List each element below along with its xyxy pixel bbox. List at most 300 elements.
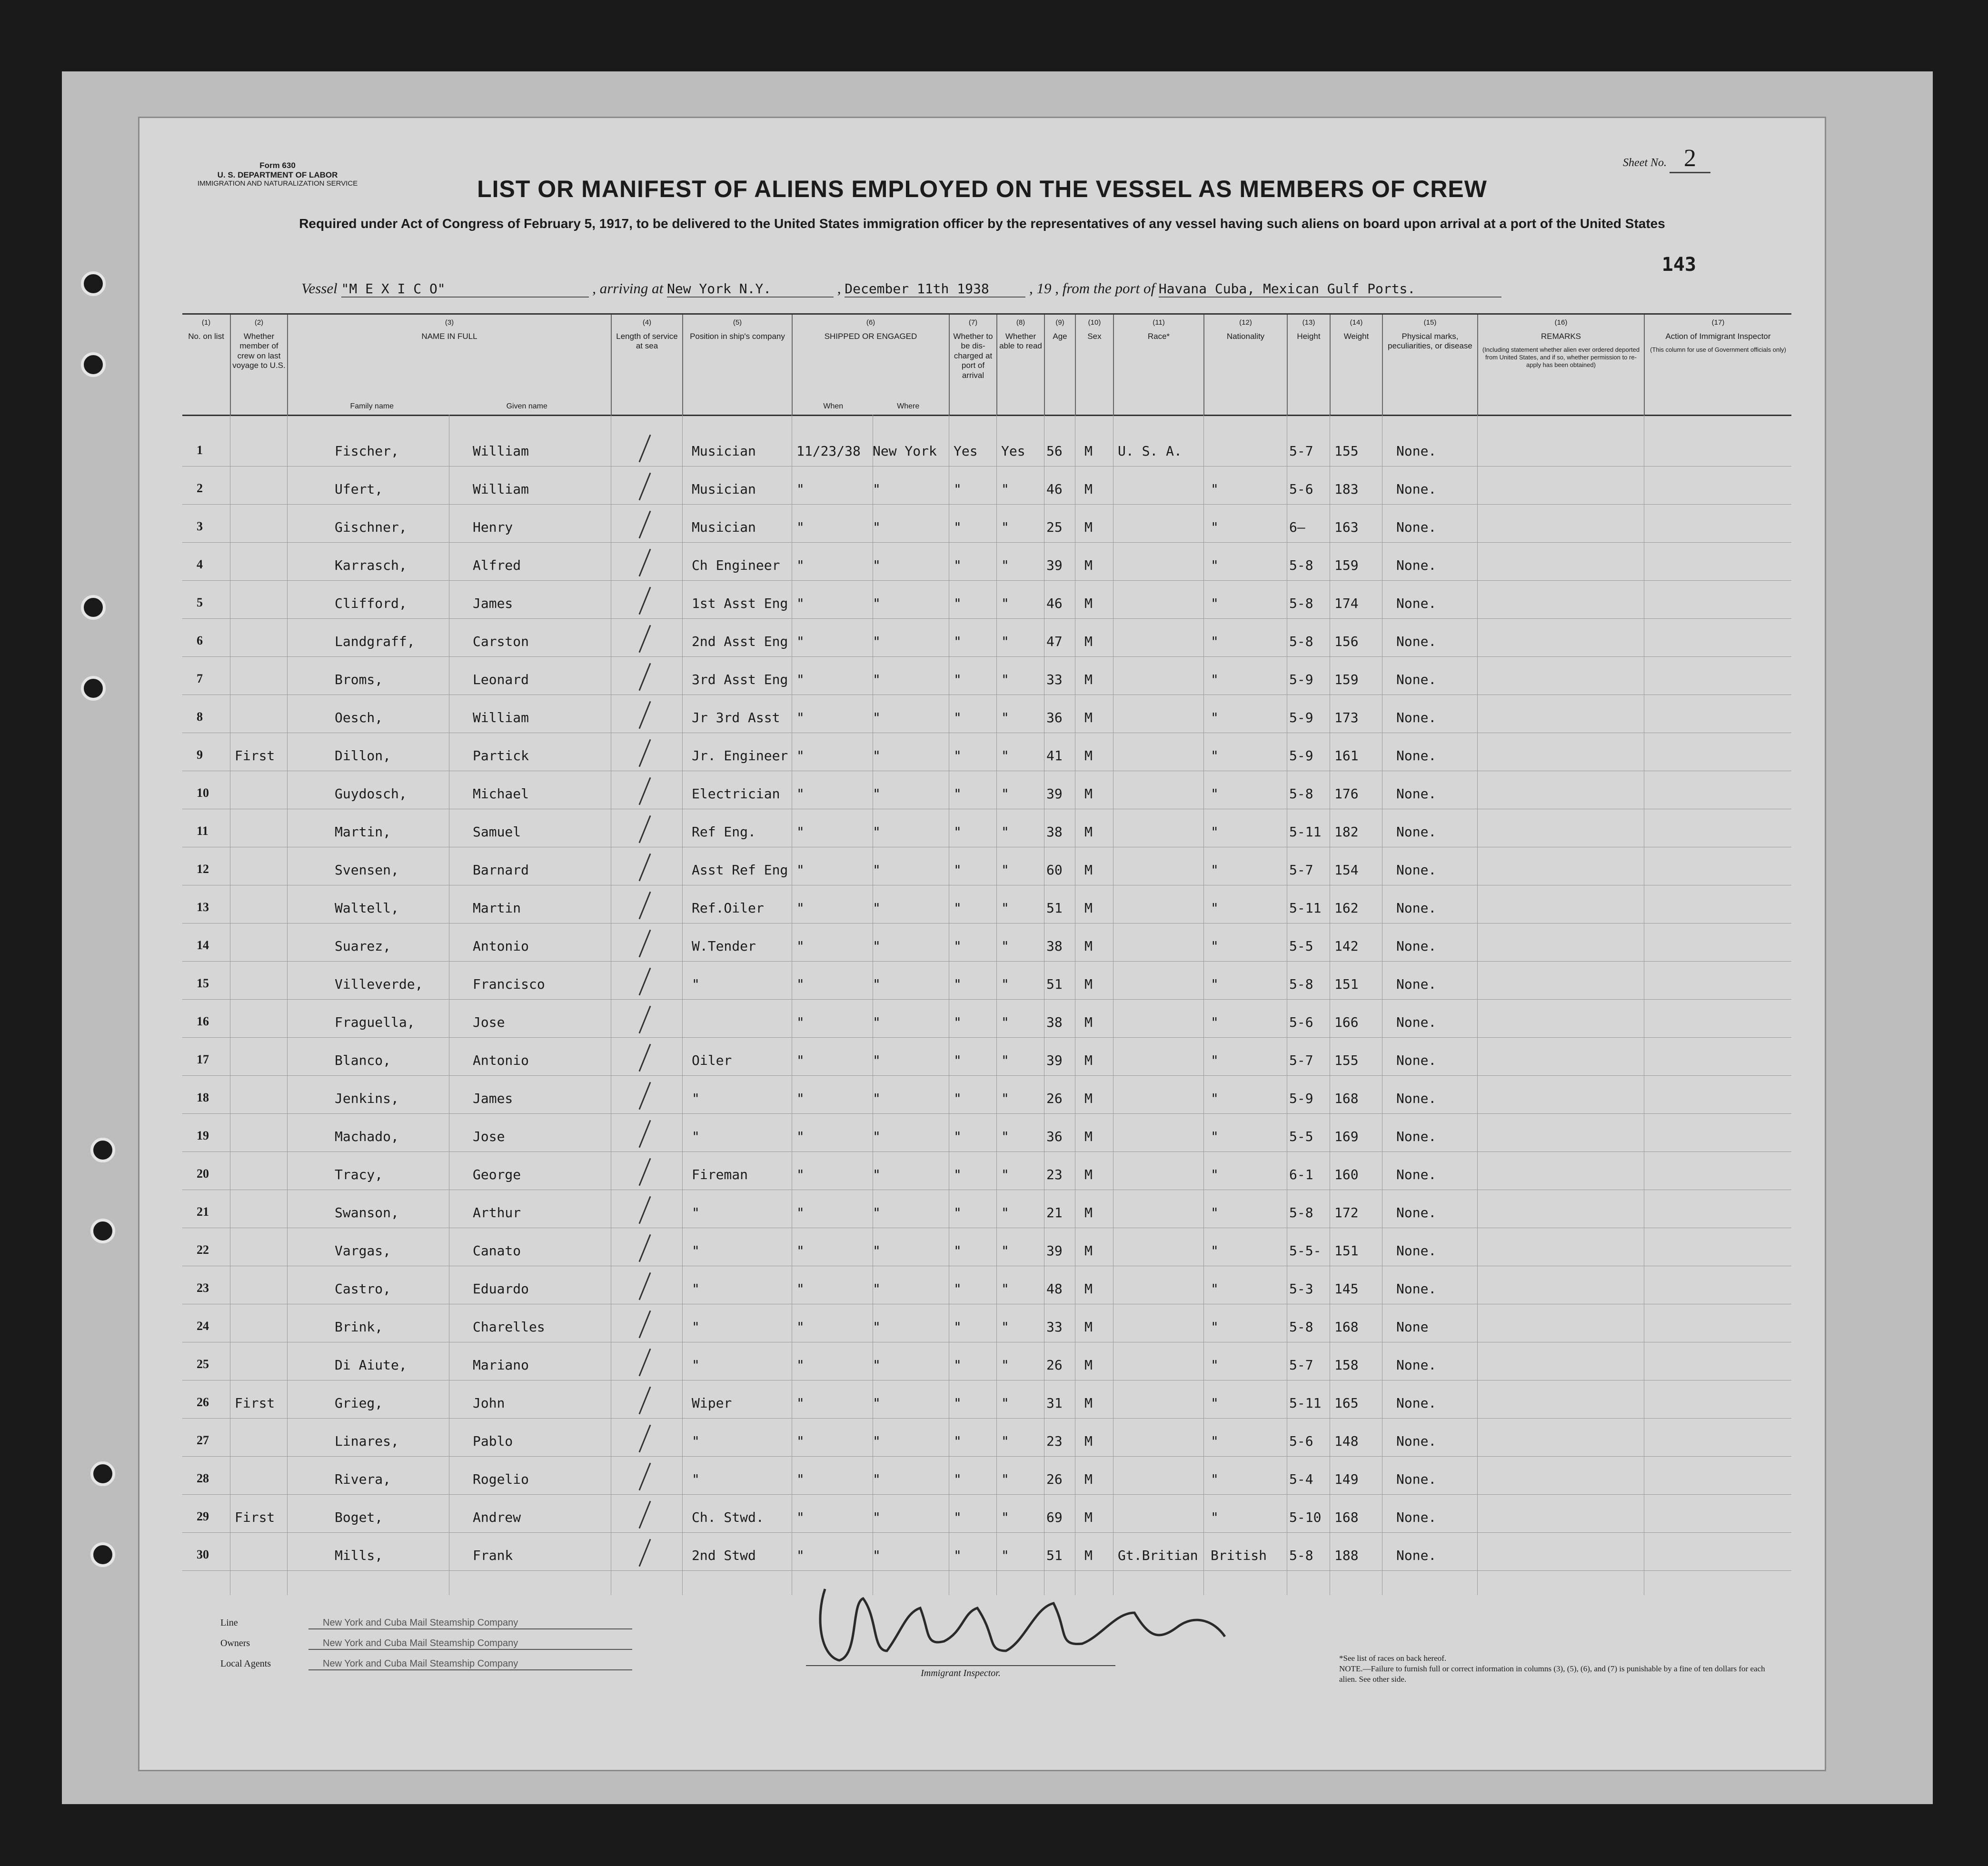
sex-cell: M (1084, 1243, 1093, 1259)
family-name-cell: Boget, (335, 1509, 383, 1525)
nationality-cell: " (1211, 1205, 1219, 1221)
read-cell: " (1001, 1357, 1009, 1373)
comma-sep: , (837, 280, 841, 297)
table-row (182, 1267, 1791, 1304)
age-cell: 48 (1046, 1281, 1063, 1297)
given-name-cell: Martin (473, 900, 521, 916)
given-name-cell: Leonard (473, 672, 529, 687)
from-port-label: , from the port of (1055, 280, 1155, 297)
marks-cell: None (1396, 1319, 1429, 1335)
weight-cell: 161 (1334, 748, 1359, 764)
height-cell: 5-9 (1289, 672, 1313, 687)
discharge-cell: " (954, 1014, 962, 1030)
weight-cell: 159 (1334, 672, 1359, 687)
discharge-cell: " (954, 1433, 962, 1449)
nationality-cell: " (1211, 557, 1219, 573)
nationality-cell: " (1211, 1129, 1219, 1144)
sex-cell: M (1084, 1357, 1093, 1373)
discharge-cell: " (954, 976, 962, 992)
sex-cell: M (1084, 672, 1093, 687)
service-check-mark (638, 892, 651, 920)
sheet-number (1623, 144, 1710, 172)
last-voyage-cell: First (235, 1509, 275, 1525)
shipped-where-cell: " (873, 1471, 881, 1487)
discharge-cell: " (954, 1281, 962, 1297)
age-cell: 41 (1046, 748, 1063, 764)
last-voyage-cell: First (235, 1395, 275, 1411)
punch-hole (90, 1461, 115, 1486)
marks-cell: None. (1396, 557, 1437, 573)
vessel-name: "M E X I C O" (341, 281, 589, 298)
service-check-mark (638, 968, 651, 996)
given-name-cell: Andrew (473, 1509, 521, 1525)
age-cell: 21 (1046, 1205, 1063, 1221)
table-row (182, 429, 1791, 466)
row-number: 16 (197, 1014, 209, 1028)
discharge-cell: " (954, 938, 962, 954)
shipped-where-cell: " (873, 1167, 881, 1182)
from-port: Havana Cuba, Mexican Gulf Ports. (1159, 281, 1501, 298)
family-name-cell: Fraguella, (335, 1014, 415, 1030)
weight-cell: 168 (1334, 1319, 1359, 1335)
read-cell: " (1001, 786, 1009, 802)
discharge-cell: " (954, 1548, 962, 1563)
read-cell: " (1001, 710, 1009, 725)
weight-cell: 155 (1334, 443, 1359, 459)
discharge-cell: " (954, 1091, 962, 1106)
read-cell: " (1001, 672, 1009, 687)
service-name: IMMIGRATION AND NATURALIZATION SERVICE (197, 179, 358, 188)
read-cell: " (1001, 1319, 1009, 1335)
stamp-number: 143 (1661, 254, 1696, 276)
age-cell: 51 (1046, 900, 1063, 916)
table-row (182, 619, 1791, 656)
read-cell: " (1001, 519, 1009, 535)
weight-cell: 169 (1334, 1129, 1359, 1144)
position-cell: Musician (692, 481, 756, 497)
given-name-cell: Francisco (473, 976, 545, 992)
discharge-cell: " (954, 1243, 962, 1259)
row-number: 17 (197, 1052, 209, 1066)
marks-cell: None. (1396, 786, 1437, 802)
shipped-where-cell: " (873, 1091, 881, 1106)
service-check-mark (638, 1501, 651, 1529)
age-cell: 38 (1046, 938, 1063, 954)
marks-cell: None. (1396, 1205, 1437, 1221)
age-cell: 26 (1046, 1091, 1063, 1106)
height-cell: 5-7 (1289, 1052, 1313, 1068)
read-cell: " (1001, 1205, 1009, 1221)
sex-cell: M (1084, 1471, 1093, 1487)
nationality-cell: " (1211, 976, 1219, 992)
shipped-where-cell: " (873, 481, 881, 497)
age-cell: 51 (1046, 976, 1063, 992)
nationality-cell: " (1211, 672, 1219, 687)
sex-cell: M (1084, 634, 1093, 649)
read-cell: " (1001, 824, 1009, 840)
year-suffix: 19 (1036, 280, 1052, 297)
shipped-when-cell: " (796, 786, 805, 802)
service-check-mark (638, 815, 651, 844)
age-cell: 47 (1046, 634, 1063, 649)
row-rule (182, 999, 1791, 1000)
sex-cell: M (1084, 748, 1093, 764)
sex-cell: M (1084, 557, 1093, 573)
given-name-cell: Henry (473, 519, 513, 535)
punch-hole (81, 352, 106, 377)
shipped-when-cell: " (796, 1395, 805, 1411)
marks-cell: None. (1396, 748, 1437, 764)
discharge-cell: " (954, 1471, 962, 1487)
family-name-cell: Suarez, (335, 938, 391, 954)
height-cell: 6— (1289, 519, 1305, 535)
shipped-where-cell: " (873, 1548, 881, 1563)
col-service: (4) Length of service at sea (611, 315, 682, 415)
sex-cell: M (1084, 596, 1093, 611)
age-cell: 33 (1046, 1319, 1063, 1335)
discharge-cell: " (954, 900, 962, 916)
weight-cell: 162 (1334, 900, 1359, 916)
punch-hole (90, 1219, 115, 1243)
given-name-cell: George (473, 1167, 521, 1182)
discharge-cell: " (954, 862, 962, 878)
shipped-where-cell: " (873, 1433, 881, 1449)
weight-cell: 173 (1334, 710, 1359, 725)
col-height: (13) Height (1287, 315, 1330, 415)
family-name-cell: Martin, (335, 824, 391, 840)
shipped-when-cell: " (796, 1243, 805, 1259)
height-cell: 5-9 (1289, 1091, 1313, 1106)
marks-cell: None. (1396, 672, 1437, 687)
age-cell: 38 (1046, 824, 1063, 840)
height-cell: 5-7 (1289, 1357, 1313, 1373)
row-number: 21 (197, 1205, 209, 1219)
crew-table (182, 313, 1791, 1595)
sex-cell: M (1084, 443, 1093, 459)
sex-cell: M (1084, 1548, 1093, 1563)
position-cell: 2nd Asst Eng (692, 634, 788, 649)
row-rule (182, 1494, 1791, 1495)
height-cell: 5-5- (1289, 1243, 1322, 1259)
row-rule (182, 542, 1791, 543)
shipped-where-cell: " (873, 1129, 881, 1144)
age-cell: 51 (1046, 1548, 1063, 1563)
table-row (182, 924, 1791, 961)
discharge-cell: " (954, 1052, 962, 1068)
col-discharge: (7) Whether to be dis-charged at port of arrival (949, 315, 996, 415)
marks-cell: None. (1396, 1129, 1437, 1144)
last-voyage-cell: First (235, 748, 275, 764)
row-rule (182, 1113, 1791, 1114)
height-cell: 5-7 (1289, 862, 1313, 878)
weight-cell: 172 (1334, 1205, 1359, 1221)
shipped-where-cell: " (873, 1357, 881, 1373)
family-name-cell: Villeverde, (335, 976, 423, 992)
col-marks: (15) Physical marks, peculiarities, or disease (1382, 315, 1477, 415)
marks-cell: None. (1396, 1167, 1437, 1182)
row-number: 28 (197, 1471, 209, 1485)
age-cell: 25 (1046, 519, 1063, 535)
arrival-date: December 11th 1938 (845, 281, 1025, 298)
sex-cell: M (1084, 1167, 1093, 1182)
discharge-cell: " (954, 710, 962, 725)
marks-cell: None. (1396, 1433, 1437, 1449)
col-position: (5) Position in ship's company (682, 315, 792, 415)
row-number: 13 (197, 900, 209, 914)
shipped-when-cell: " (796, 1014, 805, 1030)
height-cell: 5-8 (1289, 1205, 1313, 1221)
weight-cell: 176 (1334, 786, 1359, 802)
discharge-cell: " (954, 519, 962, 535)
nationality-cell: " (1211, 1433, 1219, 1449)
race-cell: U. S. A. (1118, 443, 1182, 459)
row-rule (182, 1151, 1791, 1152)
nationality-cell: " (1211, 786, 1219, 802)
row-rule (182, 1418, 1791, 1419)
age-cell: 56 (1046, 443, 1063, 459)
marks-cell: None. (1396, 938, 1437, 954)
sex-cell: M (1084, 710, 1093, 725)
age-cell: 26 (1046, 1357, 1063, 1373)
given-name-cell: Alfred (473, 557, 521, 573)
read-cell: " (1001, 862, 1009, 878)
given-name-cell: Eduardo (473, 1281, 529, 1297)
read-cell: " (1001, 976, 1009, 992)
shipped-where-cell: " (873, 824, 881, 840)
marks-cell: None. (1396, 519, 1437, 535)
nationality-cell: " (1211, 1167, 1219, 1182)
family-name-cell: Grieg, (335, 1395, 383, 1411)
shipped-when-cell: " (796, 1471, 805, 1487)
given-name-cell: Frank (473, 1548, 513, 1563)
nationality-cell: " (1211, 1052, 1219, 1068)
height-cell: 5-8 (1289, 1548, 1313, 1563)
shipped-when-cell: 11/23/38 (796, 443, 861, 459)
weight-cell: 156 (1334, 634, 1359, 649)
row-number: 4 (197, 557, 203, 571)
nationality-cell: " (1211, 519, 1219, 535)
row-rule (182, 618, 1791, 619)
col-weight: (14) Weight (1330, 315, 1382, 415)
position-cell: Jr. Engineer (692, 748, 788, 764)
table-row (182, 1305, 1791, 1342)
service-check-mark (638, 739, 651, 767)
shipped-where-cell: " (873, 1395, 881, 1411)
family-name-cell: Swanson, (335, 1205, 399, 1221)
given-name-cell: William (473, 443, 529, 459)
height-cell: 5-3 (1289, 1281, 1313, 1297)
read-cell: " (1001, 1548, 1009, 1563)
row-number: 11 (197, 824, 209, 838)
position-cell: " (692, 1129, 700, 1144)
row-number: 2 (197, 481, 203, 495)
row-number: 12 (197, 862, 209, 876)
nationality-cell: " (1211, 710, 1219, 725)
row-number: 3 (197, 519, 203, 533)
height-cell: 5-6 (1289, 1014, 1313, 1030)
family-name-cell: Svensen, (335, 862, 399, 878)
table-row (182, 695, 1791, 733)
service-check-mark (638, 549, 651, 577)
service-check-mark (638, 1539, 651, 1567)
agents-value: New York and Cuba Mail Steamship Company (308, 1658, 632, 1670)
vessel-info-line (301, 280, 1777, 298)
table-row (182, 810, 1791, 847)
age-cell: 36 (1046, 1129, 1063, 1144)
position-cell: 3rd Asst Eng (692, 672, 788, 687)
nationality-cell: " (1211, 1319, 1219, 1335)
age-cell: 39 (1046, 557, 1063, 573)
position-cell: " (692, 1091, 700, 1106)
marks-cell: None. (1396, 1471, 1437, 1487)
position-cell: " (692, 976, 700, 992)
table-row (182, 772, 1791, 809)
inspector-label: Immigrant Inspector. (806, 1665, 1115, 1679)
given-name-cell: Arthur (473, 1205, 521, 1221)
owners-label: Owners (220, 1638, 250, 1648)
discharge-cell: " (954, 1509, 962, 1525)
weight-cell: 149 (1334, 1471, 1359, 1487)
height-cell: 5-7 (1289, 443, 1313, 459)
height-cell: 5-11 (1289, 1395, 1322, 1411)
age-cell: 39 (1046, 1052, 1063, 1068)
row-number: 1 (197, 443, 203, 457)
position-cell: Asst Ref Eng (692, 862, 788, 878)
height-cell: 5-6 (1289, 1433, 1313, 1449)
punch-hole (81, 271, 106, 296)
service-check-mark (638, 1082, 651, 1110)
discharge-cell: Yes (954, 443, 978, 459)
given-name-cell: Samuel (473, 824, 521, 840)
height-cell: 6-1 (1289, 1167, 1313, 1182)
weight-cell: 188 (1334, 1548, 1359, 1563)
table-row (182, 1343, 1791, 1380)
sex-cell: M (1084, 1014, 1093, 1030)
row-number: 20 (197, 1167, 209, 1181)
shipped-when-cell: " (796, 710, 805, 725)
row-rule (182, 1532, 1791, 1533)
age-cell: 39 (1046, 1243, 1063, 1259)
nationality-cell: " (1211, 1281, 1219, 1297)
shipped-when-cell: " (796, 900, 805, 916)
height-cell: 5-6 (1289, 481, 1313, 497)
marks-cell: None. (1396, 1014, 1437, 1030)
age-cell: 46 (1046, 596, 1063, 611)
marks-cell: None. (1396, 862, 1437, 878)
position-cell: " (692, 1357, 700, 1373)
discharge-cell: " (954, 634, 962, 649)
shipped-where-cell: " (873, 786, 881, 802)
races-note: *See list of races on back hereof. (1339, 1654, 1447, 1663)
table-row (182, 734, 1791, 771)
service-check-mark (638, 1310, 651, 1339)
sex-cell: M (1084, 1205, 1093, 1221)
marks-cell: None. (1396, 824, 1437, 840)
position-cell: W.Tender (692, 938, 756, 954)
family-name-cell: Rivera, (335, 1471, 391, 1487)
read-cell: " (1001, 596, 1009, 611)
service-check-mark (638, 473, 651, 501)
row-rule (182, 1037, 1791, 1038)
height-cell: 5-5 (1289, 938, 1313, 954)
nationality-cell: " (1211, 1509, 1219, 1525)
given-name-cell: Carston (473, 634, 529, 649)
shipped-when-cell: " (796, 1091, 805, 1106)
row-number: 7 (197, 672, 203, 685)
weight-cell: 148 (1334, 1433, 1359, 1449)
shipped-where-cell: " (873, 1205, 881, 1221)
col-race: (11) Race* (1113, 315, 1203, 415)
shipped-when-cell: " (796, 1357, 805, 1373)
shipped-when-cell: " (796, 557, 805, 573)
service-check-mark (638, 1425, 651, 1453)
sex-cell: M (1084, 1281, 1093, 1297)
age-cell: 31 (1046, 1395, 1063, 1411)
given-name-cell: Pablo (473, 1433, 513, 1449)
shipped-when-cell: " (796, 634, 805, 649)
table-row (182, 1152, 1791, 1190)
age-cell: 46 (1046, 481, 1063, 497)
nationality-cell: " (1211, 862, 1219, 878)
marks-cell: None. (1396, 1395, 1437, 1411)
col-last-voyage: (2) Whether member of crew on last voyage to U.S. (230, 315, 287, 415)
fine-note: NOTE.—Failure to furnish full or correct information in columns (3), (5), (6), and (7) is punishable by a fine of ten dollars for each alien. See other side. (1339, 1664, 1765, 1684)
weight-cell: 151 (1334, 976, 1359, 992)
read-cell: " (1001, 557, 1009, 573)
shipped-when-cell: " (796, 1319, 805, 1335)
weight-cell: 166 (1334, 1014, 1359, 1030)
col-name: (3) NAME IN FULL Family name Given name (287, 315, 611, 415)
sex-cell: M (1084, 786, 1093, 802)
read-cell: " (1001, 1433, 1009, 1449)
shipped-where-cell: " (873, 557, 881, 573)
service-check-mark (638, 435, 651, 463)
discharge-cell: " (954, 481, 962, 497)
read-cell: " (1001, 634, 1009, 649)
family-name-cell: Mills, (335, 1548, 383, 1563)
service-check-mark (638, 1349, 651, 1377)
discharge-cell: " (954, 1167, 962, 1182)
family-name-cell: Karrasch, (335, 557, 407, 573)
read-cell: " (1001, 481, 1009, 497)
page-subtitle: Required under Act of Congress of February 5, 1917, to be delivered to the United States immigration officer by the representatives of any vessel having such aliens on board upon arrival at a port of the United States (299, 216, 1665, 231)
table-header (182, 315, 1791, 416)
family-name-cell: Landgraff, (335, 634, 415, 649)
table-row (182, 467, 1791, 504)
marks-cell: None. (1396, 443, 1437, 459)
height-cell: 5-11 (1289, 824, 1322, 840)
sex-cell: M (1084, 1319, 1093, 1335)
table-row (182, 1038, 1791, 1075)
shipped-when-cell: " (796, 748, 805, 764)
weight-cell: 165 (1334, 1395, 1359, 1411)
position-cell: Musician (692, 519, 756, 535)
position-cell: Fireman (692, 1167, 748, 1182)
service-check-mark (638, 587, 651, 615)
age-cell: 26 (1046, 1471, 1063, 1487)
sheet-number-value: 2 (1670, 145, 1710, 173)
given-name-cell: Jose (473, 1014, 505, 1030)
read-cell: " (1001, 1052, 1009, 1068)
line-row (220, 1618, 792, 1629)
service-check-mark (638, 777, 651, 805)
table-row (182, 848, 1791, 885)
family-name-cell: Waltell, (335, 900, 399, 916)
shipped-where-cell: " (873, 596, 881, 611)
shipped-where-cell: New York (873, 443, 937, 459)
marks-cell: None. (1396, 596, 1437, 611)
age-cell: 60 (1046, 862, 1063, 878)
